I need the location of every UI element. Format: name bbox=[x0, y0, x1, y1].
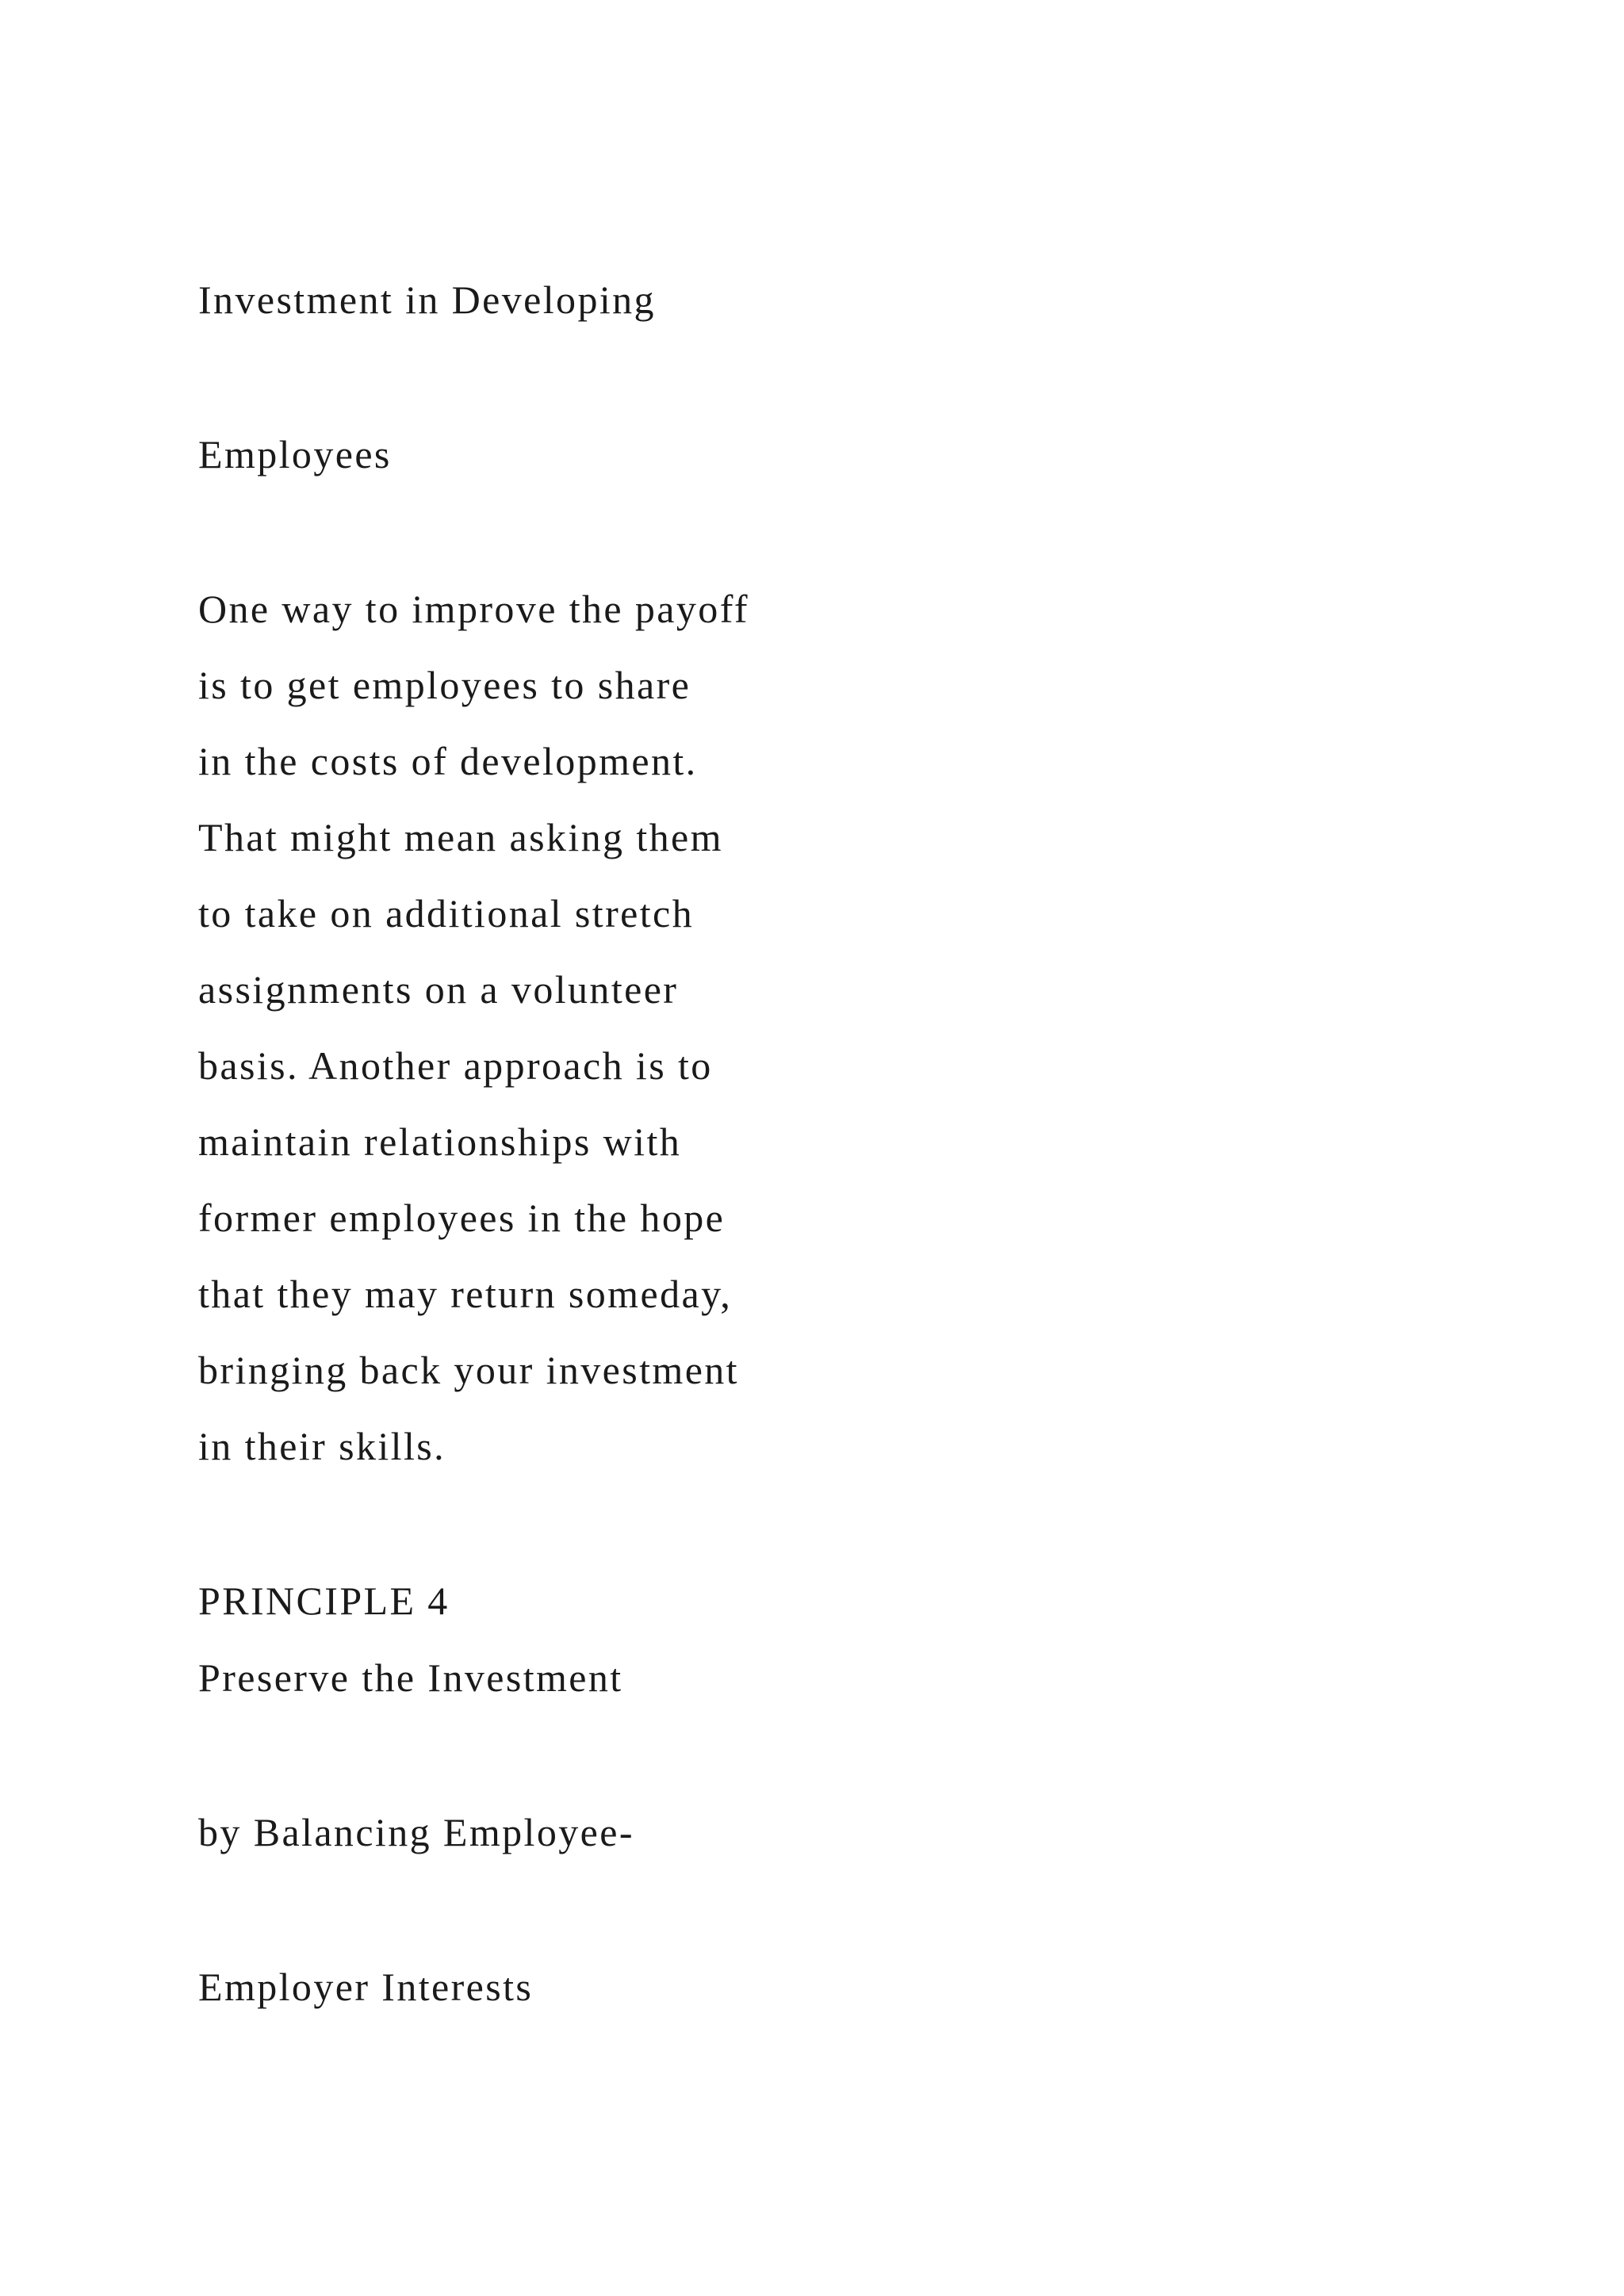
paragraph-line: basis. Another approach is to bbox=[198, 1043, 713, 1088]
paragraph-line: is to get employees to share bbox=[198, 663, 691, 707]
paragraph-line: bringing back your investment bbox=[198, 1348, 739, 1392]
principle-title-line: Employer Interests bbox=[198, 1965, 534, 2009]
paragraph-line: That might mean asking them bbox=[198, 815, 723, 859]
paragraph-line: former employees in the hope bbox=[198, 1196, 726, 1240]
heading-line-2: Employees bbox=[198, 432, 392, 476]
principle-title-line: by Balancing Employee- bbox=[198, 1810, 634, 1854]
paragraph-line: One way to improve the payoff bbox=[198, 587, 749, 631]
paragraph-line: to take on additional stretch bbox=[198, 891, 694, 936]
paragraph-line: assignments on a volunteer bbox=[198, 967, 679, 1012]
paragraph-line: that they may return someday, bbox=[198, 1272, 733, 1316]
paragraph-line: in their skills. bbox=[198, 1424, 446, 1468]
principle-label: PRINCIPLE 4 bbox=[198, 1578, 450, 1623]
heading-line-1: Investment in Developing bbox=[198, 277, 656, 322]
paragraph-line: in the costs of development. bbox=[198, 739, 698, 783]
paragraph-line: maintain relationships with bbox=[198, 1119, 682, 1164]
principle-title-line: Preserve the Investment bbox=[198, 1655, 623, 1700]
